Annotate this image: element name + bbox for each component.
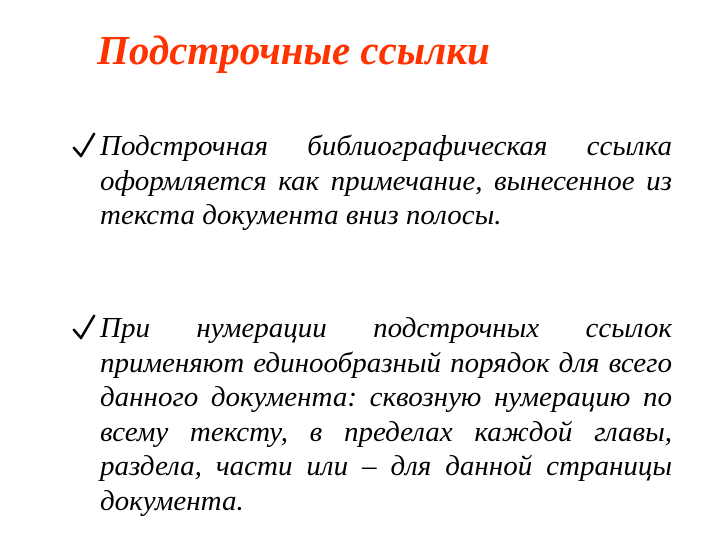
bullet-item-1 [72,129,672,233]
checkmark-icon [72,131,96,161]
bullet-text-1: Подстрочная библиографическая ссылка оформляется как примечание, вынесенное из текста документа вниз полосы. [100,130,672,231]
slide-title: Подстрочные ссылки [97,27,490,73]
bullet-text-2: При нумерации подстрочных ссылок применяют единообразный порядок для всего данного документа: сквозную нумерацию по всему тексту, в пределах каждой главы, раздела, части или – для данной страницы документа. [100,312,672,517]
checkmark-icon [72,313,96,343]
bullet-item-2 [72,311,672,518]
